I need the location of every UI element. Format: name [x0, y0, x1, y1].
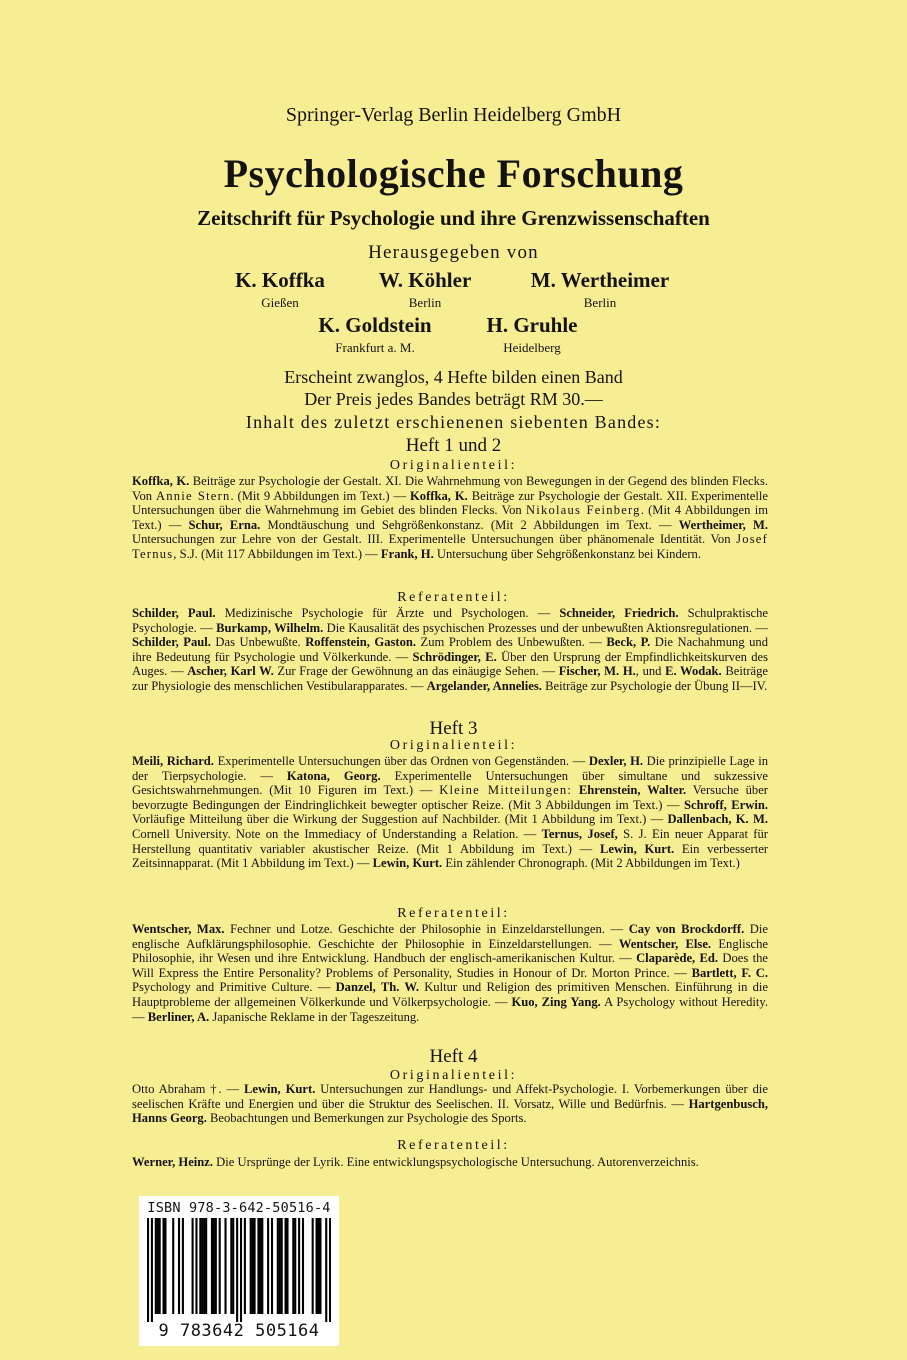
barcode-bar	[162, 1218, 164, 1314]
editor-city: Berlin	[408, 295, 442, 310]
barcode-bar	[298, 1218, 300, 1314]
journal-title: Psychologische Forschung	[223, 151, 684, 196]
contents-heading: Inhalt des zuletzt erschienenen siebenten Bandes:	[245, 412, 662, 432]
editor-name: W. Köhler	[378, 268, 472, 292]
barcode-bar	[325, 1218, 327, 1322]
barcode-bar	[178, 1218, 180, 1314]
editor-name: K. Koffka	[235, 268, 325, 292]
original-entries: Meili, Richard. Experimentelle Untersuchungen über das Ordnen von Gegenständen. — Dexler, H. Die prinzipielle Lage in der Tierpsychologie. — Katona, Georg. Experimentelle Untersuchungen über simultane und sukzessive Gesichtswahrnehmungen. (Mit 10 Figuren im Text.) — Kleine Mitteilungen: Ehrenstein, Walter. Versuche über bevorzugte Bedingungen der Eindringlichkeit bewegter optischer Reize. (Mit 3 Abbildungen im Text.) — Schroff, Erwin. Vorläufige Mitteilung über die Wirkung der Suggestion auf Nachbilder. (Mit 1 Abbildung im Text.) — Dallenbach, K. M. Cornell University. Note on the Immediacy of Understanding a Relation. — Ternus, Josef, S. J. Ein neuer Apparat für Herstellung quantitativ variabler akustischer Reize. (Mit 1 Abbildung im Text.) — Lewin, Kurt. Ein verbesserter Zeitsinnapparat. (Mit 1 Abbildung im Text.) — Lewin, Kurt. Ein zählender Chronograph. (Mit 2 Abbildungen im Text.)	[132, 754, 769, 871]
heft-heading: Heft 1 und 2	[405, 435, 502, 456]
ean-digits: 9 783642 505164	[158, 1321, 320, 1341]
barcode-bar	[294, 1218, 296, 1314]
barcode-bar	[267, 1218, 269, 1314]
barcode-bar	[292, 1218, 294, 1314]
editor-city: Frankfurt a. M.	[335, 340, 415, 355]
heft-heading: Heft 3	[429, 718, 478, 739]
barcode-bar	[281, 1218, 283, 1314]
barcode-bar	[164, 1218, 166, 1314]
editor-koehler	[360, 268, 490, 311]
referat-entries: Wentscher, Max. Fechner und Lotze. Geschichte der Philosophie in Einzeldarstellungen. — Cay von Brockdorff. Die englische Aufklärungsphilosophie. Geschichte der Philosophie in Einzeldarstellungen. — Wentscher, Else. Englische Philosophie, ihr Wesen und ihre Entwicklung. Handbuch der englisch-amerikanischen Kultur. — Claparède, Ed. Does the Will Express the Entire Personality? Problems of Personality, Studies in Honour of Dr. Morton Prince. — Bartlett, F. C. Psychology and Primitive Culture. — Danzel, Th. W. Kultur und Religion des primitiven Menschen. Einführung in die Hauptprobleme der allgemeinen Völkerkunde und Völkerpsychologie. — Kuo, Zing Yang. A Psychology without Heredity. — Berliner, A. Japanische Reklame in der Tageszeitung.	[132, 922, 768, 1024]
barcode-bar	[254, 1218, 256, 1314]
barcode-bar	[219, 1218, 221, 1314]
editor-gruhle	[462, 313, 602, 356]
barcode-bar	[230, 1218, 232, 1314]
barcode-bar	[312, 1218, 314, 1314]
editor-name: H. Gruhle	[486, 313, 578, 337]
barcode-bar	[240, 1218, 242, 1322]
editor-name: K. Goldstein	[318, 313, 432, 337]
editor-city: Heidelberg	[503, 340, 561, 355]
editor-koffka	[215, 268, 345, 311]
barcode-bar	[203, 1218, 205, 1314]
referat-section-label: Referatenteil:	[397, 1138, 510, 1153]
barcode-bar	[195, 1218, 197, 1314]
original-entries: Koffka, K. Beiträge zur Psychologie der Gestalt. XI. Die Wahrnehmung von Bewegungen in der Gegend des blinden Flecks. Von Annie Stern. (Mit 9 Abbildungen im Text.) — Koffka, K. Beiträge zur Psychologie der Gestalt. XII. Experimentelle Untersuchungen über die Wahrnehmung im Gebiet des blinden Flecks. Von Nikolaus Feinberg. (Mit 4 Abbildungen im Text.) — Schur, Erna. Mondtäuschung und Sehgrößenkonstanz. (Mit 2 Abbildungen im Text. — Wertheimer, M. Untersuchungen zur Lehre von der Gestalt. III. Experimentelle Untersuchungen über phänomenale Identität. Von Josef Ternus, S.J. (Mit 117 Abbildungen im Text.) — Frank, H. Untersuchung über Sehgrößenkonstanz bei Kindern.	[132, 474, 768, 561]
barcode-bar	[147, 1218, 149, 1322]
referat-entries: Werner, Heinz. Die Ursprünge der Lyrik. Eine entwicklungspsychologische Untersuchung. Autorenverzeichnis.	[132, 1155, 699, 1169]
barcode-bar	[257, 1218, 259, 1314]
barcode-bar	[224, 1218, 226, 1314]
barcode-bar	[205, 1218, 207, 1314]
isbn-label: ISBN 978-3-642-50516-4	[147, 1200, 331, 1216]
referat-entries: Schilder, Paul. Medizinische Psychologie für Ärzte und Psychologen. — Schneider, Friedrich. Schulpraktische Psychologie. — Burkamp, Wilhelm. Die Kausalität des psychischen Prozesses und der unbewußten Aktionsregulationen. — Schilder, Paul. Das Unbewußte. Roffenstein, Gaston. Zum Problem des Unbewußten. — Beck, P. Die Nachahmung und ihre Bedeutung für Psychologie und Völkerkunde. — Schrödinger, E. Über den Ursprung der Empfindlichkeitskurven des Auges. — Ascher, Karl W. Zur Frage der Gewöhnung an das einäugige Sehen. — Fischer, M. H., und E. Wodak. Beiträge zur Physiologie des menschlichen Vestibularapparates. — Argelander, Annelies. Beiträge zur Psychologie der Übung II—IV.	[132, 606, 769, 693]
barcode-bar	[279, 1218, 281, 1314]
barcode-bar	[286, 1218, 288, 1314]
barcode-bar	[199, 1218, 201, 1314]
barcode-bar	[201, 1218, 203, 1314]
barcode-bar	[259, 1218, 261, 1314]
editor-city: Gießen	[261, 295, 299, 310]
barcode-bar	[215, 1218, 217, 1314]
referat-section-label: Referatenteil:	[397, 590, 510, 605]
barcode-bar	[250, 1218, 252, 1314]
barcode-bars	[147, 1218, 331, 1322]
editor-wertheimer	[510, 268, 690, 311]
editor-goldstein	[300, 313, 450, 356]
original-entries: Otto Abraham †. — Lewin, Kurt. Untersuchungen zur Handlungs- und Affekt-Psychologie. I. Vorbemerkungen über die seelischen Kräfte und Energien und über die Struktur des Seelischen. II. Vorsatz, Wille und Bedürfnis. — Hartgenbusch, Hanns Georg. Beobachtungen und Bemerkungen zur Psychologie des Sports.	[132, 1082, 768, 1126]
barcode-bar	[151, 1218, 153, 1322]
barcode-bar	[182, 1218, 184, 1314]
barcode-bar	[316, 1218, 318, 1314]
editor-city: Berlin	[583, 295, 617, 310]
original-section-label: Originalienteil:	[389, 738, 518, 753]
journal-subtitle: Zeitschrift für Psychologie und ihre Grenzwissenschaften	[197, 206, 710, 230]
isbn-barcode	[139, 1196, 339, 1346]
barcode-bar	[329, 1218, 331, 1322]
barcode-bar	[211, 1218, 213, 1314]
editor-name: M. Wertheimer	[530, 268, 670, 292]
barcode-bar	[232, 1218, 234, 1314]
barcode-bar	[213, 1218, 215, 1314]
publisher: Springer-Verlag Berlin Heidelberg GmbH	[285, 104, 622, 126]
price-note: Der Preis jedes Bandes beträgt RM 30.—	[304, 389, 603, 409]
edited-by: Herausgegeben von	[368, 242, 539, 263]
barcode-bar	[236, 1218, 238, 1322]
barcode-bar	[317, 1218, 319, 1314]
publication-schedule: Erscheint zwanglos, 4 Hefte bilden einen Band	[284, 367, 623, 387]
barcode-bar	[252, 1218, 254, 1314]
referat-section-label: Referatenteil:	[397, 906, 510, 921]
barcode-bar	[172, 1218, 174, 1314]
heft-heading: Heft 4	[429, 1046, 478, 1067]
barcode-bar	[157, 1218, 159, 1314]
barcode-bar	[155, 1218, 157, 1314]
barcode-bar	[192, 1218, 194, 1314]
original-section-label: Originalienteil:	[389, 458, 518, 473]
barcode-bar	[244, 1218, 246, 1314]
barcode-bar	[271, 1218, 273, 1314]
barcode-bar	[319, 1218, 321, 1314]
barcode-bar	[285, 1218, 287, 1314]
barcode-bar	[302, 1218, 304, 1314]
original-section-label: Originalienteil:	[389, 1068, 518, 1083]
barcode-bar	[159, 1218, 161, 1314]
barcode-bar	[261, 1218, 263, 1314]
barcode-bar	[277, 1218, 279, 1314]
